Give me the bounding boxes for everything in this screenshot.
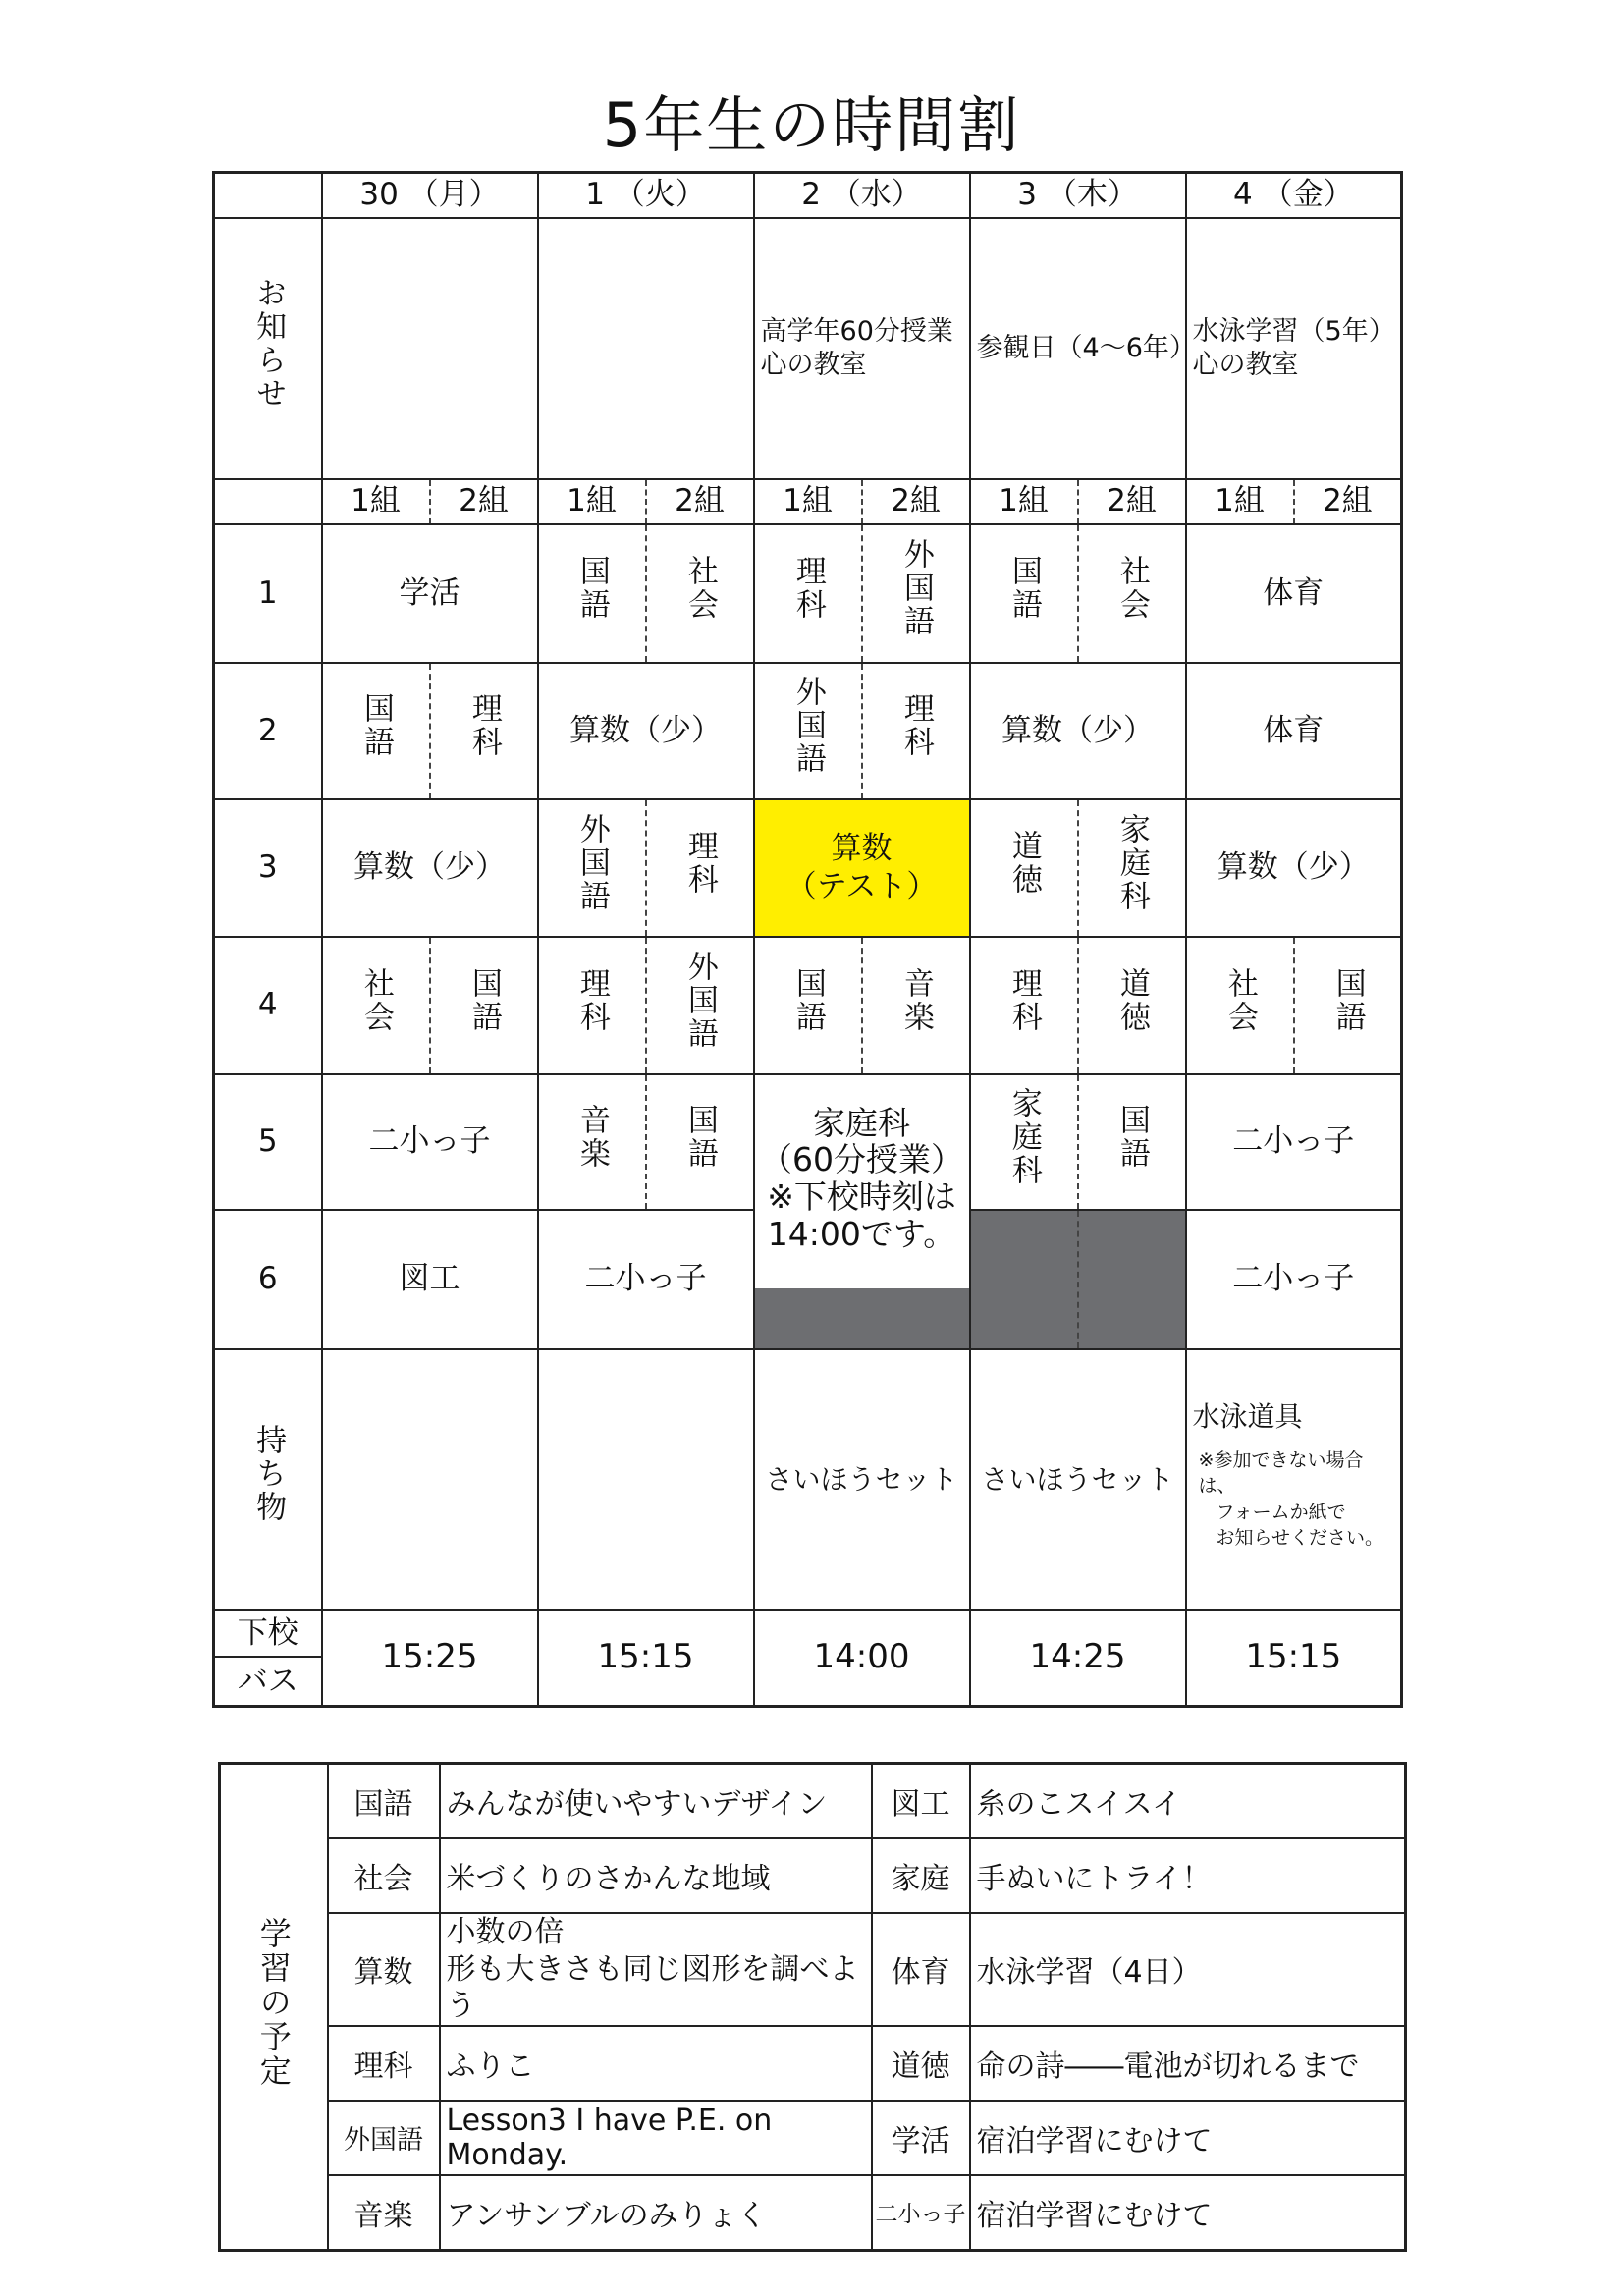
bring-label: 持ち物 (214, 1349, 322, 1610)
day-tue: 1 （火） (538, 173, 754, 218)
period-row-1 (214, 524, 1402, 663)
lesson-cell: 国語 (970, 524, 1078, 663)
lesson-cell: 学活 (322, 524, 538, 663)
lesson-cell: 道徳 (970, 799, 1078, 937)
study-plan-table (218, 1762, 1407, 2252)
plan-content-line: 小数の倍 (446, 1915, 565, 1949)
period-row-5 (214, 1074, 1402, 1210)
day-wed: 2 （水） (754, 173, 970, 218)
plan-content: 宿泊学習にむけて (970, 2101, 1406, 2175)
class-1: 1組 (970, 479, 1078, 524)
lesson-cell: 家庭科 (1078, 799, 1186, 937)
plan-content: 命の詩――電池が切れるまで (970, 2026, 1406, 2101)
bring-row (214, 1349, 1402, 1610)
notice-wed (754, 218, 970, 479)
lesson-cell: 二小っ子 (1186, 1210, 1402, 1349)
lesson-cell: 体育 (1186, 524, 1402, 663)
plan-row (220, 2026, 1406, 2101)
day-mon: 30 （月） (322, 173, 538, 218)
note-line: ※参加できない場合は、 (1198, 1449, 1364, 1498)
lesson-cell: 理科 (754, 524, 862, 663)
plan-subject: 二小っ子 (872, 2175, 970, 2251)
lesson-cell: 社会 (1078, 524, 1186, 663)
bring-tue (538, 1349, 754, 1610)
period-number: 3 (214, 799, 322, 937)
plan-row (220, 1764, 1406, 1839)
highlighted-test-cell (754, 799, 970, 937)
class-2: 2組 (1078, 479, 1186, 524)
no-class-cell (970, 1210, 1078, 1349)
day-thu: 3 （木） (970, 173, 1186, 218)
plan-subject: 音楽 (328, 2175, 440, 2251)
class-1: 1組 (538, 479, 646, 524)
lesson-cell: 道徳 (1078, 937, 1186, 1074)
period-row-3 (214, 799, 1402, 937)
lesson-cell: 二小っ子 (538, 1210, 754, 1349)
lesson-cell: 算数（少） (322, 799, 538, 937)
lesson-cell: 国語 (1078, 1074, 1186, 1210)
lesson-cell: 国語 (646, 1074, 754, 1210)
plan-row (220, 1913, 1406, 2026)
plan-content: Lesson3 I have P.E. on Monday. (440, 2101, 872, 2175)
class-2: 2組 (430, 479, 538, 524)
notice-thu (970, 218, 1196, 479)
class-2: 2組 (862, 479, 970, 524)
lesson-cell: 音楽 (862, 937, 970, 1074)
class-1: 1組 (754, 479, 862, 524)
period-number: 4 (214, 937, 322, 1074)
dismiss-time-wed: 14:00 (754, 1610, 970, 1707)
period-number: 6 (214, 1210, 322, 1349)
notice-mon (322, 218, 538, 479)
period-row-2 (214, 663, 1402, 799)
notice-fri-text: 水泳学習（5年） 心の教室 (1192, 315, 1395, 380)
dismiss-time-tue: 15:15 (538, 1610, 754, 1707)
class-1: 1組 (322, 479, 430, 524)
bring-mon (322, 1349, 538, 1610)
dismiss-time-fri: 15:15 (1186, 1610, 1402, 1707)
lesson-line: （テスト） (785, 868, 938, 904)
lesson-line: 14:00です。 (767, 1215, 956, 1254)
lesson-cell: 理科 (538, 937, 646, 1074)
lesson-cell: 二小っ子 (322, 1074, 538, 1210)
lesson-cell: 算数（少） (538, 663, 754, 799)
no-class-cell (1078, 1210, 1186, 1349)
lesson-cell: 二小っ子 (1186, 1074, 1402, 1210)
class-corner (214, 479, 322, 524)
plan-content: アンサンブルのみりょく (440, 2175, 872, 2251)
plan-subject: 家庭 (872, 1838, 970, 1913)
lesson-cell: 理科 (862, 663, 970, 799)
plan-subject: 外国語 (328, 2101, 440, 2175)
plan-content: ふりこ (440, 2026, 872, 2101)
period-number: 1 (214, 524, 322, 663)
lesson-line: 家庭科 (813, 1103, 911, 1142)
lesson-cell: 外国語 (538, 799, 646, 937)
period-number: 2 (214, 663, 322, 799)
class-2: 2組 (646, 479, 754, 524)
plan-subject: 国語 (328, 1764, 440, 1839)
lesson-cell: 外国語 (754, 663, 862, 799)
plan-content: 手ぬいにトライ！ (970, 1838, 1406, 1913)
day-fri: 4 （金） (1186, 173, 1402, 218)
class-header-row (214, 479, 1402, 524)
dismissal-label-1: 下校 (215, 1611, 321, 1658)
plan-subject: 理科 (328, 2026, 440, 2101)
plan-content: 水泳学習（4日） (970, 1913, 1406, 2026)
bring-fri-item: 水泳道具 (1192, 1399, 1303, 1433)
lesson-cell: 国語 (1294, 937, 1402, 1074)
note-line: フォームか紙で (1216, 1501, 1346, 1523)
lesson-cell: 外国語 (862, 524, 970, 663)
class-2: 2組 (1294, 479, 1402, 524)
lesson-cell: 理科 (970, 937, 1078, 1074)
page-title: 5年生の時間割 (602, 89, 1021, 161)
notice-label: お知らせ (214, 218, 322, 479)
plan-content-line: 形も大きさも同じ図形を調べよう (446, 1951, 859, 2023)
plan-subject: 図工 (872, 1764, 970, 1839)
lesson-cell: 理科 (430, 663, 538, 799)
notice-tue (538, 218, 754, 479)
corner-cell (214, 173, 322, 218)
plan-content: 糸のこスイスイ (970, 1764, 1406, 1839)
plan-subject: 道徳 (872, 2026, 970, 2101)
plan-row (220, 2101, 1406, 2175)
dismissal-label-2: バス (237, 1663, 298, 1699)
lesson-cell: 社会 (322, 937, 430, 1074)
lesson-line: （60分授業） (760, 1140, 964, 1179)
lesson-line: ※下校時刻は (767, 1177, 956, 1217)
notice-row (214, 218, 1402, 479)
bring-fri-note (1193, 1448, 1401, 1552)
lesson-cell: 理科 (646, 799, 754, 937)
plan-subject: 学活 (872, 2101, 970, 2175)
plan-subject: 体育 (872, 1913, 970, 2026)
lesson-cell: 算数（少） (1186, 799, 1402, 937)
notice-thu-text: 参観日（4～6年） (976, 332, 1196, 363)
lesson-cell: 音楽 (538, 1074, 646, 1210)
lesson-cell: 国語 (754, 937, 862, 1074)
plan-row (220, 2175, 1406, 2251)
lesson-cell: 国語 (538, 524, 646, 663)
lesson-cell: 国語 (430, 937, 538, 1074)
plan-content: 米づくりのさかんな地域 (440, 1838, 872, 1913)
home-economics-60min-cell (754, 1074, 970, 1349)
plan-label: 学習の予定 (220, 1764, 328, 2251)
plan-content: 宿泊学習にむけて (970, 2175, 1406, 2251)
plan-subject: 社会 (328, 1838, 440, 1913)
timetable (212, 171, 1403, 1708)
bring-wed: さいほうセット (754, 1349, 970, 1610)
lesson-cell: 社会 (646, 524, 754, 663)
lesson-cell: 図工 (322, 1210, 538, 1349)
notice-wed-text: 高学年60分授業 心の教室 (760, 315, 953, 380)
bring-fri (1186, 1349, 1402, 1610)
lesson-line: 算数 (831, 830, 893, 866)
dismissal-label (214, 1610, 322, 1707)
class-1: 1組 (1186, 479, 1294, 524)
lesson-cell: 算数（少） (970, 663, 1186, 799)
plan-row (220, 1838, 1406, 1913)
lesson-cell: 外国語 (646, 937, 754, 1074)
dismiss-time-thu: 14:25 (970, 1610, 1186, 1707)
period-row-4 (214, 937, 1402, 1074)
lesson-cell: 体育 (1186, 663, 1402, 799)
notice-fri (1186, 218, 1402, 479)
note-line: お知らせください。 (1216, 1527, 1383, 1550)
period-number: 5 (214, 1074, 322, 1210)
bring-thu: さいほうセット (970, 1349, 1186, 1610)
lesson-cell: 社会 (1186, 937, 1294, 1074)
dismissal-row (214, 1610, 1402, 1707)
lesson-cell: 家庭科 (970, 1074, 1078, 1210)
lesson-cell: 国語 (322, 663, 430, 799)
dismiss-time-mon: 15:25 (322, 1610, 538, 1707)
plan-subject: 算数 (328, 1913, 440, 2026)
plan-content (440, 1913, 872, 2026)
day-header-row (214, 173, 1402, 218)
plan-content: みんなが使いやすいデザイン (440, 1764, 872, 1839)
